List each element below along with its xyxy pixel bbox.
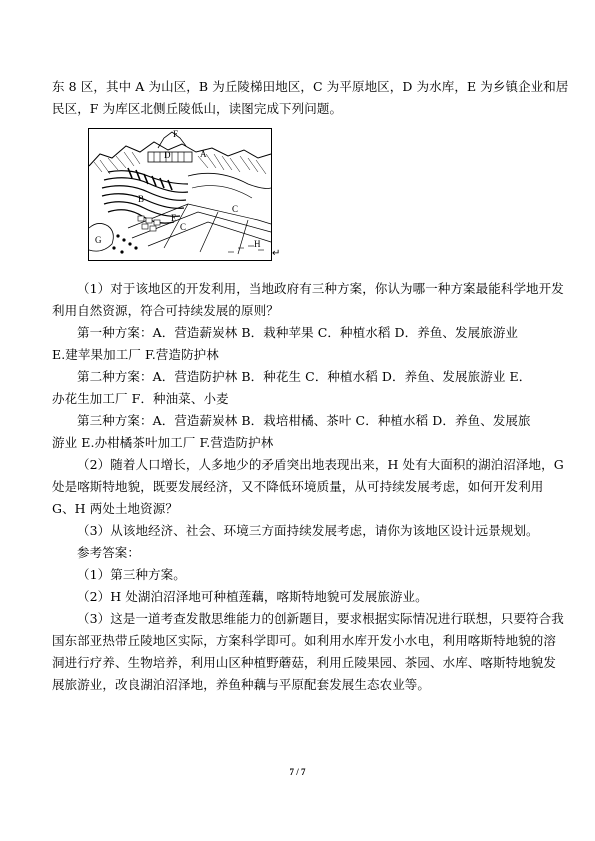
plan2-line-1: 第二种方案：A．营造防护林 B．种花生 C．种植水稻 D．养鱼、发展旅游业 E． bbox=[77, 369, 532, 384]
intro-line-2: 民区，F 为库区北侧丘陵低山，读图完成下列问题。 bbox=[52, 101, 343, 116]
q2-line-1: （2）随着人口增长，人多地少的矛盾突出地表现出来，H 处有大面积的湖泊沼泽地，G bbox=[77, 457, 564, 472]
q3-line-1: （3）从该地经济、社会、环境三方面持续发展考虑，请你为该地区设计远景规划。 bbox=[77, 523, 539, 538]
plan1-line-1: 第一种方案：A．营造薪炭林 B．栽种苹果 C．种植水稻 D．养鱼、发展旅游业 bbox=[77, 325, 519, 340]
plan2-line-2: 办花生加工厂 F．种油菜、小麦 bbox=[52, 391, 229, 406]
answer-3-line-2: 国东部亚热带丘陵地区实际，方案科学即可。如利用水库开发小水电，利用喀斯特地貌的溶 bbox=[52, 633, 557, 648]
label-G: G bbox=[95, 235, 102, 245]
label-H: H bbox=[254, 239, 261, 249]
terrain-figure bbox=[88, 128, 272, 261]
q1-line-1: （1）对于该地区的开发利用，当地政府有三种方案，你认为哪一种方案最能科学地开发 bbox=[77, 281, 564, 296]
label-F: F bbox=[173, 129, 179, 139]
return-mark: ↵ bbox=[272, 248, 281, 259]
plan1-line-2: E.建苹果加工厂 F.营造防护林 bbox=[52, 347, 219, 362]
answer-3-line-4: 展旅游业，改良湖泊沼泽地，养鱼种藕与平原配套发展生态农业等。 bbox=[52, 677, 431, 692]
q2-line-2: 处是喀斯特地貌，既要发展经济，又不降低环境质量，从可持续发展考虑，如何开发利用 bbox=[52, 479, 544, 494]
label-A: A bbox=[200, 149, 207, 159]
answer-1: （1）第三种方案。 bbox=[77, 567, 186, 582]
label-E: E bbox=[171, 213, 177, 223]
answer-3-line-3: 洞进行疗养、生物培养，利用山区种植野蘑菇，利用丘陵果园、茶园、水库、喀斯特地貌发 bbox=[52, 655, 557, 670]
label-C-1: C bbox=[232, 204, 239, 214]
figure-frame bbox=[89, 129, 272, 261]
answer-heading: 参考答案： bbox=[77, 545, 141, 560]
answer-2: （2）H 处湖泊沼泽地可种植莲藕，喀斯特地貌可发展旅游业。 bbox=[77, 589, 428, 604]
label-D: D bbox=[164, 150, 171, 160]
label-C-2: C bbox=[180, 222, 187, 232]
plan3-line-2: 游业 E.办柑橘茶叶加工厂 F.营造防护林 bbox=[52, 435, 274, 450]
q1-line-2: 利用自然资源，符合可持续发展的原则？ bbox=[52, 303, 279, 318]
page-number: 7 / 7 bbox=[289, 767, 306, 777]
label-B: B bbox=[138, 194, 145, 204]
answer-3-line-1: （3）这是一道考查发散思维能力的创新题目，要求根据实际情况进行联想，只要符合我 bbox=[77, 611, 564, 626]
intro-line-1: 东 8 区，其中 A 为山区，B 为丘陵梯田地区，C 为平原地区，D 为水库，E 为乡镇企业和居 bbox=[52, 79, 569, 94]
q2-line-3: G、H 两处土地资源？ bbox=[52, 501, 178, 516]
plan3-line-1: 第三种方案：A．营造薪炭林 B．栽培柑橘、茶叶 C．种植水稻 D．养鱼、发展旅 bbox=[77, 413, 531, 428]
